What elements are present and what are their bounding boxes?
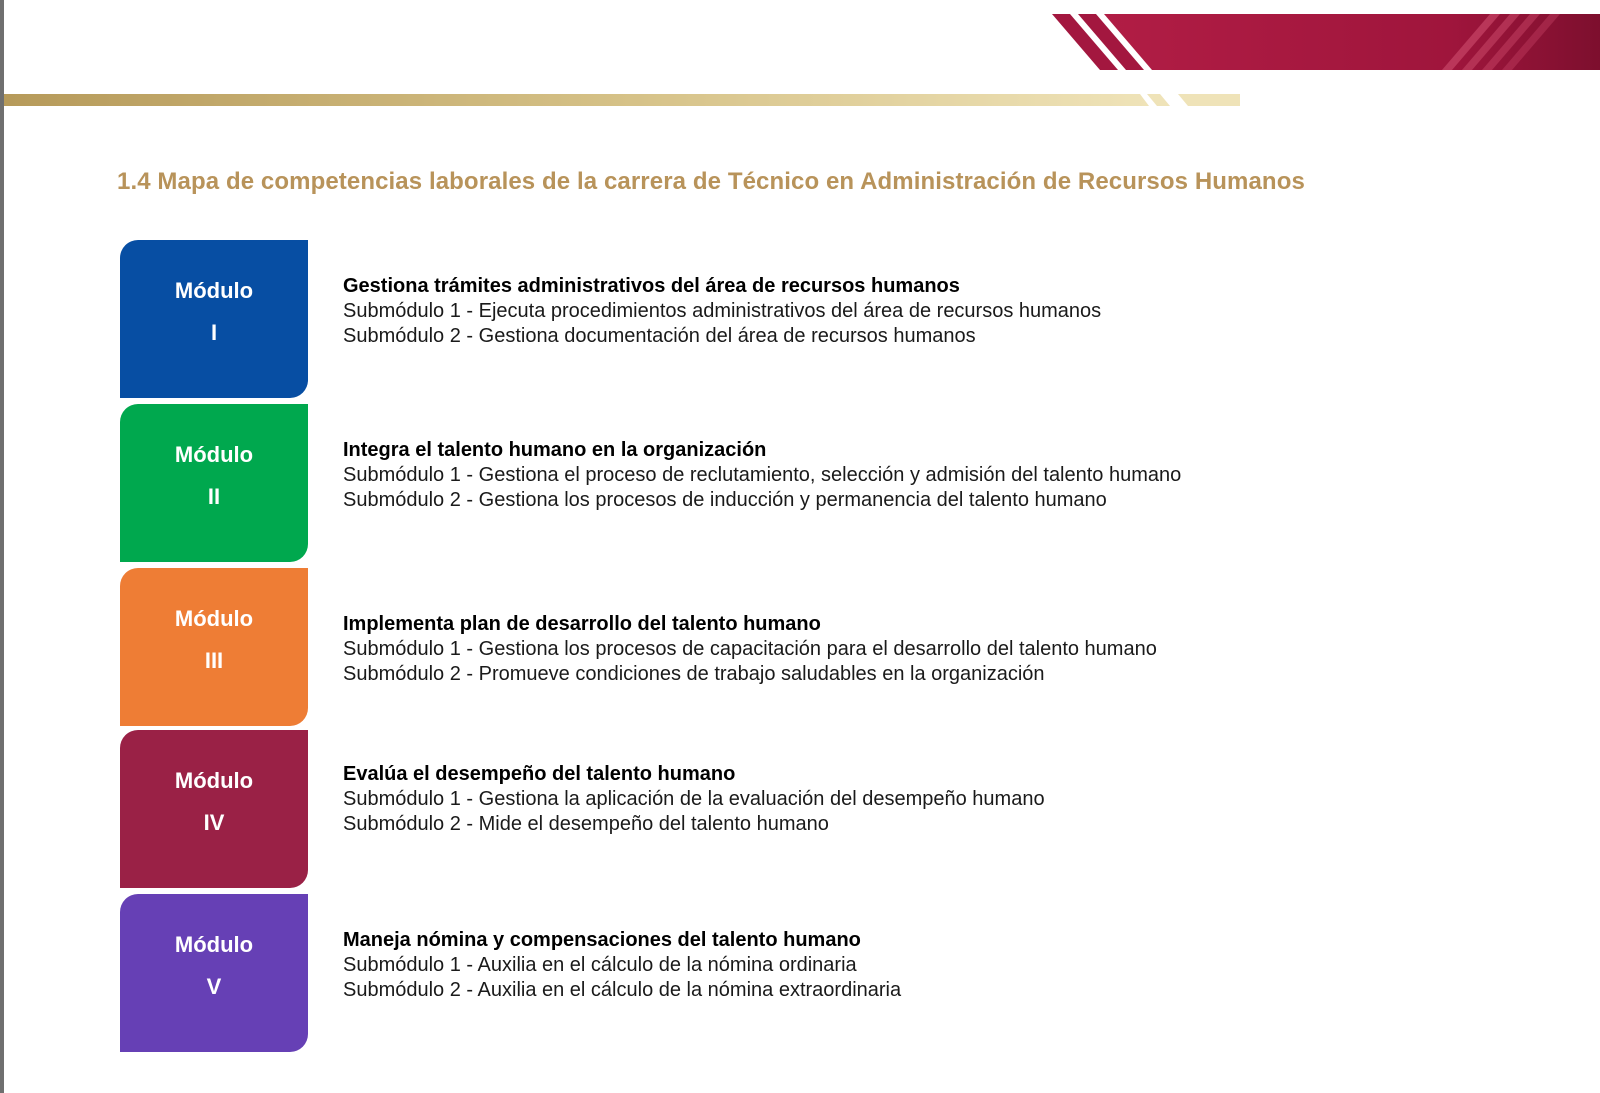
submodule-item: Submódulo 1 - Auxilia en el cálculo de la nómina ordinaria <box>343 954 857 976</box>
module-badge-4 <box>120 730 308 888</box>
gold-stripe <box>1147 94 1170 106</box>
module-number: I <box>210 320 218 345</box>
module-description-3 <box>343 612 1157 687</box>
module-label: Módulo <box>174 768 254 793</box>
submodule-item: Submódulo 1 - Gestiona la aplicación de la evaluación del desempeño humano <box>343 788 1045 810</box>
page-left-border <box>0 0 4 1093</box>
module-badge-5 <box>120 894 308 1052</box>
submodule-item: Submódulo 1 - Gestiona los procesos de capacitación para el desarrollo del talento humano <box>343 638 1157 660</box>
submodule-item: Submódulo 1 - Ejecuta procedimientos administrativos del área de recursos humanos <box>343 300 1102 322</box>
module-description-2 <box>343 438 1181 513</box>
gold-header-band <box>4 94 1149 106</box>
module-row-1 <box>120 240 1560 400</box>
module-badge-2 <box>120 404 308 562</box>
module-number: II <box>207 484 221 509</box>
module-badge-3 <box>120 568 308 726</box>
module-number: IV <box>203 810 225 835</box>
module-label: Módulo <box>174 442 254 467</box>
module-title: Implementa plan de desarrollo del talento humano <box>343 613 821 635</box>
header-decoration <box>0 0 1600 120</box>
gold-stripe <box>1178 94 1240 106</box>
page-title: 1.4 Mapa de competencias laborales de la carrera de Técnico en Administración de Recursos Humanos <box>117 168 1305 195</box>
module-row-3 <box>120 568 1560 728</box>
module-title: Evalúa el desempeño del talento humano <box>343 763 736 785</box>
module-number: III <box>204 648 224 673</box>
module-label: Módulo <box>174 606 254 631</box>
module-label: Módulo <box>174 932 254 957</box>
module-title: Gestiona trámites administrativos del área de recursos humanos <box>343 275 960 297</box>
module-row-4 <box>120 730 1560 890</box>
submodule-item: Submódulo 2 - Gestiona documentación del área de recursos humanos <box>343 325 976 347</box>
module-title: Maneja nómina y compensaciones del talento humano <box>343 929 861 951</box>
module-description-4 <box>343 762 1045 837</box>
module-number: V <box>206 974 222 999</box>
module-title: Integra el talento humano en la organización <box>343 439 767 461</box>
module-description-1 <box>343 274 1101 349</box>
module-description-5 <box>343 928 901 1003</box>
submodule-item: Submódulo 2 - Promueve condiciones de trabajo saludables en la organización <box>343 663 1045 685</box>
submodule-item: Submódulo 1 - Gestiona el proceso de reclutamiento, selección y admisión del talento humano <box>343 464 1182 486</box>
submodule-item: Submódulo 2 - Mide el desempeño del talento humano <box>343 813 829 835</box>
submodule-item: Submódulo 2 - Auxilia en el cálculo de la nómina extraordinaria <box>343 979 902 1001</box>
module-label: Módulo <box>174 278 254 303</box>
module-row-5 <box>120 894 1560 1054</box>
submodule-item: Submódulo 2 - Gestiona los procesos de inducción y permanencia del talento humano <box>343 489 1107 511</box>
module-badge-1 <box>120 240 308 398</box>
module-row-2 <box>120 404 1560 564</box>
